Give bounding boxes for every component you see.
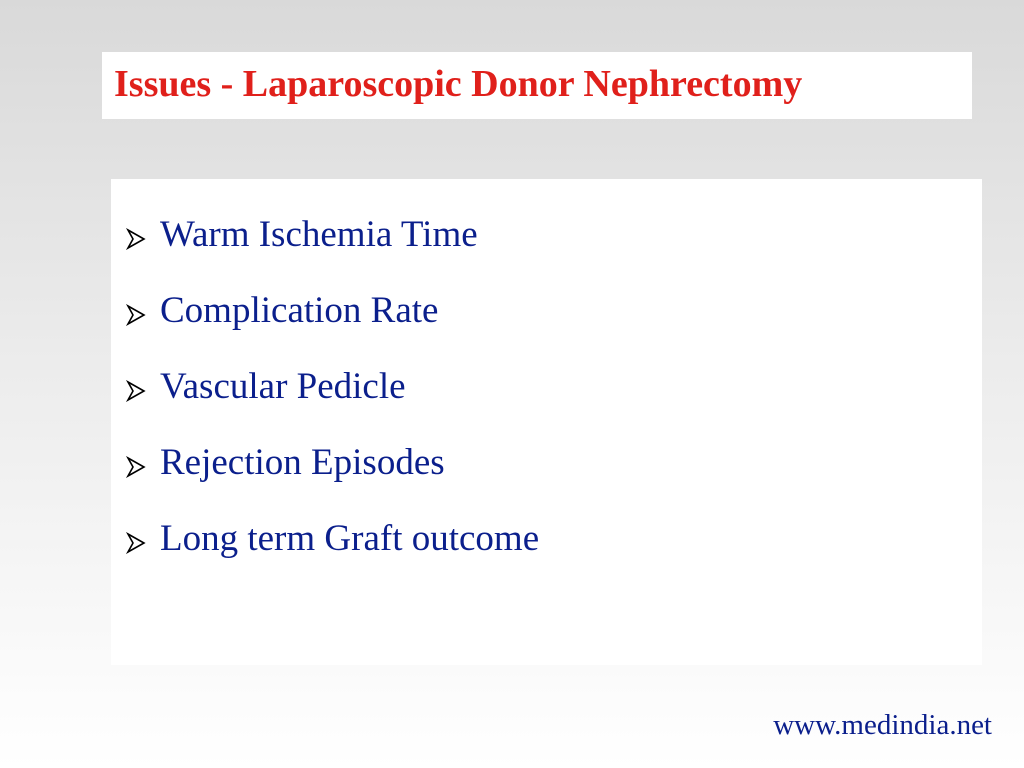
list-item-label: Vascular Pedicle (160, 366, 406, 408)
list-item-label: Long term Graft outcome (160, 518, 540, 560)
chevron-right-icon (125, 304, 147, 326)
slide-title: Issues - Laparoscopic Donor Nephrectomy (114, 63, 803, 105)
list-item (125, 273, 539, 350)
list-item (125, 349, 539, 426)
bullet-list (125, 197, 539, 578)
chevron-right-icon (125, 228, 147, 250)
list-item (125, 197, 539, 274)
chevron-right-icon (125, 380, 147, 402)
list-item (125, 501, 539, 578)
list-item-label: Warm Ischemia Time (160, 214, 478, 256)
list-item-label: Rejection Episodes (160, 442, 445, 484)
list-item (125, 425, 539, 502)
list-item-label: Complication Rate (160, 290, 439, 332)
content-panel (111, 179, 982, 665)
chevron-right-icon (125, 456, 147, 478)
title-panel (102, 52, 972, 119)
footer-url: www.medindia.net (773, 709, 992, 741)
chevron-right-icon (125, 532, 147, 554)
